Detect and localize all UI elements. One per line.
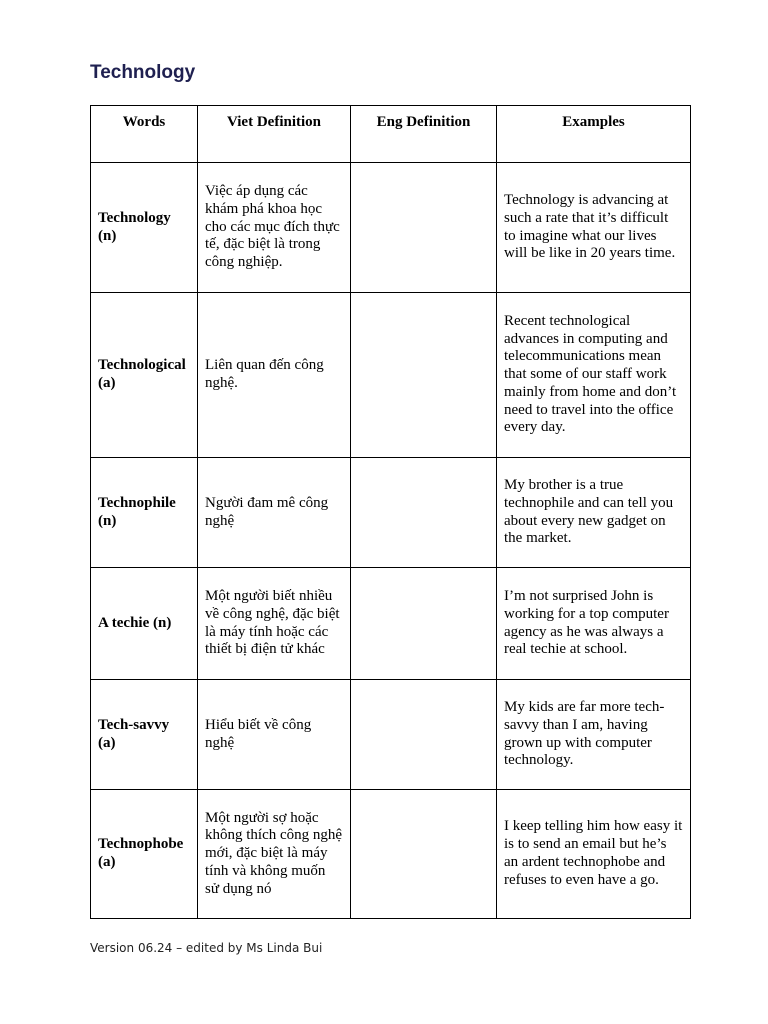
word-cell: Technophobe (a) [91, 790, 198, 919]
table-row [91, 790, 691, 919]
example-cell: My kids are far more tech-savvy than I am, having grown up with computer technology. [497, 680, 691, 790]
column-header-words: Words [91, 106, 198, 163]
viet-definition-cell: Một người sợ hoặc không thích công nghệ mới, đặc biệt là máy tính và không muốn sử dụng nó [198, 790, 351, 919]
viet-definition-cell: Một người biết nhiều về công nghệ, đặc biệt là máy tính hoặc các thiết bị điện tử khác [198, 568, 351, 680]
word-cell: Technology (n) [91, 163, 198, 293]
example-cell: Technology is advancing at such a rate that it’s difficult to imagine what our lives will be like in 20 years time. [497, 163, 691, 293]
column-header-examples: Examples [497, 106, 691, 163]
table-header-row [91, 106, 691, 163]
footer-version-note: Version 06.24 – edited by Ms Linda Bui [90, 941, 323, 955]
word-cell: Technophile (n) [91, 458, 198, 568]
table-row [91, 680, 691, 790]
page-title: Technology [90, 62, 196, 83]
column-header-eng-definition: Eng Definition [351, 106, 497, 163]
example-cell: I keep telling him how easy it is to send an email but he’s an ardent technophobe and refuses to even have a go. [497, 790, 691, 919]
table-row [91, 293, 691, 458]
column-header-viet-definition: Viet Definition [198, 106, 351, 163]
word-cell: A techie (n) [91, 568, 198, 680]
table-row [91, 568, 691, 680]
vocabulary-table [90, 105, 691, 919]
example-cell: I’m not surprised John is working for a top computer agency as he was always a real techie at school. [497, 568, 691, 680]
eng-definition-cell [351, 680, 497, 790]
viet-definition-cell: Hiểu biết về công nghệ [198, 680, 351, 790]
example-cell: Recent technological advances in computing and telecommunications mean that some of our staff work mainly from home and don’t need to travel into the office every day. [497, 293, 691, 458]
example-cell: My brother is a true technophile and can tell you about every new gadget on the market. [497, 458, 691, 568]
word-cell: Tech-savvy (a) [91, 680, 198, 790]
word-cell: Technological (a) [91, 293, 198, 458]
eng-definition-cell [351, 568, 497, 680]
viet-definition-cell: Liên quan đến công nghệ. [198, 293, 351, 458]
table-row [91, 458, 691, 568]
table-row [91, 163, 691, 293]
eng-definition-cell [351, 790, 497, 919]
viet-definition-cell: Việc áp dụng các khám phá khoa học cho các mục đích thực tế, đặc biệt là trong công nghiệp. [198, 163, 351, 293]
eng-definition-cell [351, 293, 497, 458]
viet-definition-cell: Người đam mê công nghệ [198, 458, 351, 568]
eng-definition-cell [351, 163, 497, 293]
eng-definition-cell [351, 458, 497, 568]
